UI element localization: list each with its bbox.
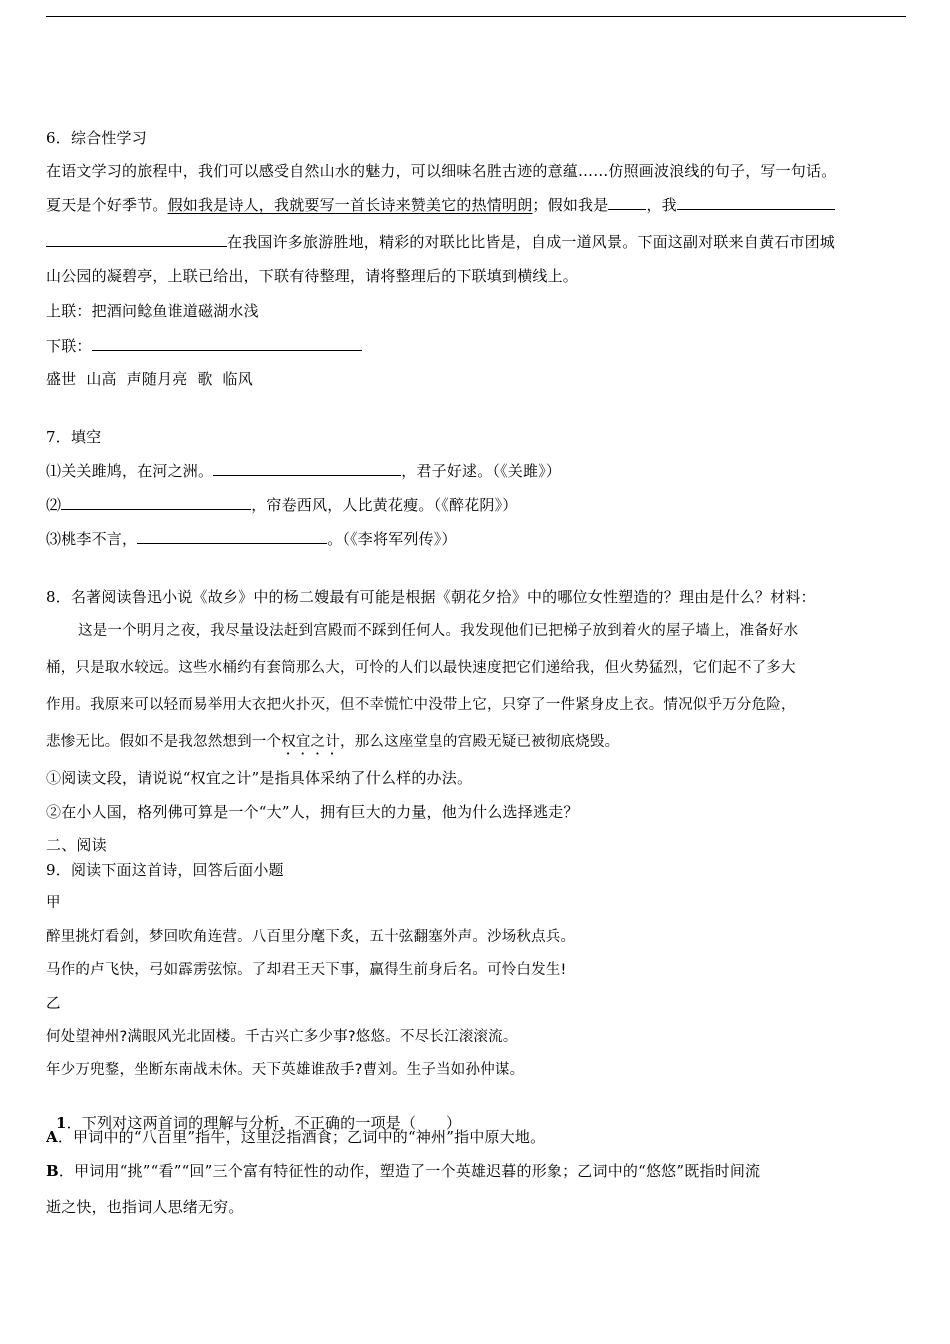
q7-line-3-source: 。（《李将军列传》） [327,530,457,548]
q7-line-2-source: ，帘卷西风，人比黄花瘦。（《醉花阴》） [251,496,518,514]
q8-title: 8．名著阅读鲁迅小说《故乡》中的杨二嫂最有可能是根据《朝花夕拾》中的哪位女性塑造的？理由是什么？材料： [46,588,816,606]
q8-subquestion-1: ①阅读文段，请说说“权宜之计”是指具体采纳了什么样的办法。 [46,769,473,787]
q6-prompt-line [46,194,835,215]
q7-line-3 [46,528,457,549]
q6-prompt-prefix: 夏天是个好季节。 [46,196,168,214]
q9-sub-text: ．下列对这两首词的理解与分析，不正确的一项是（ ） [66,1114,462,1132]
q6-lower-label: 下联： [46,337,92,355]
q8-material-2: 桶，只是取水较远。这些水桶约有套筒那么大，可怜的人们以最快速度把它们递给我，但火势猛烈，它们起不了多大 [46,660,796,676]
q9-option-b-continued: 逝之快，也指词人思绪无穷。 [46,1198,244,1216]
q6-couplet-intro-2: 山公园的凝碧亭，上联已给出，下联有待整理，请将整理后的下联填到横线上。 [46,267,579,285]
q8-material-1: 这是一个明月之夜，我尽量设法赶到宫殿而不踩到任何人。我发现他们已把梯子放到着火的屋子墙上，准备好水 [78,623,799,639]
q6-wavy-sentence: 假如我是诗人，我就要写一首长诗来赞美它的热情明朗 [167,196,533,214]
q8-subquestion-2: ②在小人国，格列佛可算是一个“大”人，拥有巨大的力量，他为什么选择逃走？ [46,803,579,821]
q6-lower-blank[interactable] [92,335,362,351]
q6-lower-couplet [46,335,362,356]
q6-intro: 在语文学习的旅程中，我们可以感受自然山水的魅力，可以细味名胜古迹的意蕴……仿照画波浪线的句子，写一句话。 [46,162,837,180]
q9-poem-b-label: 乙 [46,996,61,1012]
header-rule [46,16,906,17]
q6-blank-3[interactable] [46,231,227,247]
q7-line-1-text: ⑴关关雎鸠，在河之洲。 [46,462,214,480]
section-heading: 二、阅读 [46,836,107,854]
q7-blank-1[interactable] [213,460,401,476]
q6-blank-1[interactable] [608,194,646,210]
q8-material-3: 作用。我原来可以轻而易举用大衣把火扑灭，但不幸慌忙中没带上它，只穿了一件紧身皮上衣。情况似乎万分危险， [46,697,796,713]
q9-option-b[interactable] [46,1161,760,1181]
q6-upper-couplet: 上联：把酒问鲶鱼谁道磁湖水浅 [46,302,259,320]
option-b-label: B [46,1162,59,1180]
option-a-label: A [46,1128,58,1146]
q7-title: 7．填空 [46,428,102,446]
q9-sub-number: 1 [55,1114,67,1132]
q9-option-a[interactable] [46,1127,545,1147]
q8-material-4a: 悲惨无比。假如不是我忽然想到一个 [46,734,282,750]
q7-line-2-num: ⑵ [46,496,62,514]
q7-line-2 [46,494,518,515]
q9-poem-b-line-2: 年少万兜鍪，坐断东南战未休。天下英雄谁敌手?曹刘。生子当如孙仲谋。 [46,1062,525,1078]
q9-poem-a-line-1: 醉里挑灯看剑，梦回吹角连营。八百里分麾下炙，五十弦翻塞外声。沙场秋点兵。 [46,929,576,945]
q9-title: 9．阅读下面这首诗，回答后面小题 [46,861,284,879]
q6-couplet-line [46,231,835,252]
q7-line-3-text: ⑶桃李不言， [46,530,138,548]
q6-prompt-comma: ，我 [646,196,677,214]
q9-poem-b-line-1: 何处望神州?满眼风光北固楼。千古兴亡多少事?悠悠。不尽长江滚滚流。 [46,1029,518,1045]
q6-prompt-mid: ；假如我是 [532,196,609,214]
q7-line-1 [46,460,561,481]
option-b-text: ．甲词用“挑”“看”“回”三个富有特征性的动作，塑造了一个英雄迟暮的形象；乙词中的“悠悠”既指时间流 [58,1162,761,1180]
q6-title: 6．综合性学习 [46,129,147,147]
q7-blank-3[interactable] [137,528,327,544]
q8-emphasis-term: 权宜之计 [281,734,341,750]
q8-material-4 [46,732,619,758]
q6-couplet-intro: 在我国许多旅游胜地，精彩的对联比比皆是，自成一道风景。下面这副对联来自黄石市团城 [227,233,836,251]
q7-line-1-source: ，君子好逑。（《关雎》） [401,462,562,480]
q6-word-bank: 盛世 山高 声随月亮 歌 临风 [46,370,253,388]
q9-poem-a-label: 甲 [46,895,61,911]
q9-poem-a-line-2: 马作的卢飞快，弓如霹雳弦惊。了却君王天下事，赢得生前身后名。可怜白发生! [46,962,567,978]
q8-material-4b: ，那么这座堂皇的宫殿无疑已被彻底烧毁。 [340,734,620,750]
q7-blank-2[interactable] [61,494,251,510]
option-a-text: ．甲词中的“八百里”指牛，这里泛指酒食；乙词中的“神州”指中原大地。 [57,1128,546,1146]
q6-blank-2[interactable] [677,194,835,210]
